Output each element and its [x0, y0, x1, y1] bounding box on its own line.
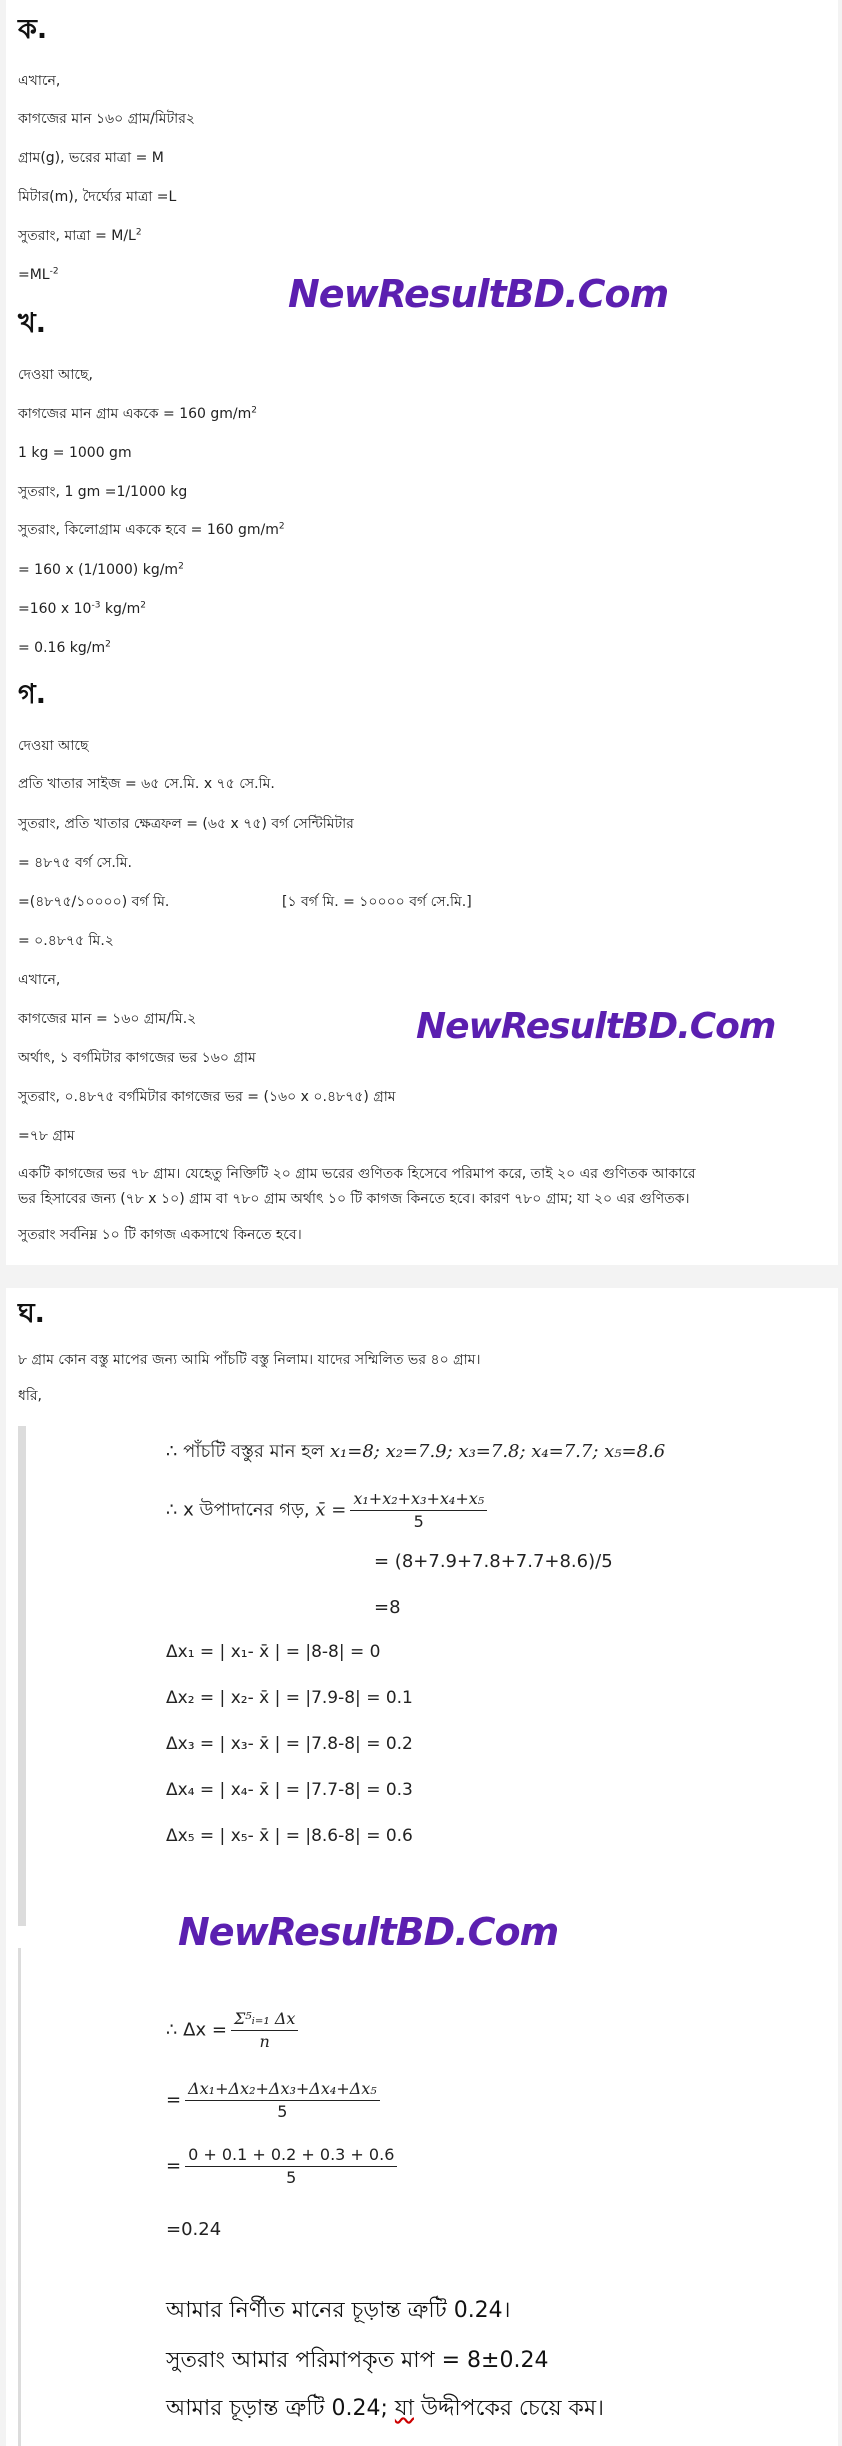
solution-card-gha	[6, 1288, 838, 2446]
text-line: ভর হিসাবের জন্য (৭৮ x ১০) গ্রাম বা ৭৮০ গ্রাম অর্থাৎ ১০ টি কাগজ কিনতে হবে। কারণ ৭৮০ গ্রাম; যা ২০ এর গুণিতক।	[18, 1191, 690, 1207]
watermark: NewResultBD.Com	[288, 272, 669, 316]
text-line: মিটার(m), দৈর্ঘ্যের মাত্রা =L	[18, 189, 177, 205]
mean-result: =8	[374, 1597, 401, 1618]
text-line: কাগজের মান গ্রাম এককে = 160 $gm/m^2$	[18, 405, 258, 422]
text-line: =(৪৮৭৫/১০০০০) বর্গ মি.	[18, 894, 170, 910]
text-line: ৮ গ্রাম কোন বস্তু মাপের জন্য আমি পাঁচটি বস্তু নিলাম। যাদের সম্মিলিত ভর ৪০ গ্রাম।	[18, 1352, 481, 1368]
text-line: সুতরাং, কিলোগ্রাম এককে হবে = 160 $gm/m^2$	[18, 521, 285, 538]
solution-card-ka-kha-ga	[6, 0, 838, 1265]
mean-error-expansion: = $\frac{\text{Δx₁+Δx₂+Δx₃+Δx₄+Δx₅}}{5}$	[166, 2078, 384, 2123]
text-line: অর্থাৎ, ১ বর্গমিটার কাগজের ভর ১৬০ গ্রাম	[18, 1050, 256, 1066]
conclusion-line: সুতরাং আমার পরিমাপকৃত মাপ = 8±0.24	[166, 2348, 549, 2373]
text-line: প্রতি খাতার সাইজ = ৬৫ সে.মি. x ৭৫ সে.মি.	[18, 776, 275, 792]
conclusion-line: আমার চূড়ান্ত ত্রুটি 0.24; যা উদ্দীপকের চেয়ে কম।	[166, 2396, 604, 2421]
text-line: কাগজের মান ১৬০ গ্রাম/মিটার২	[18, 111, 196, 127]
heading-gha: ঘ.	[18, 1298, 45, 1329]
deviation-line: Δx₃ = | x₃- x̄ | = |7.8-8| = 0.2	[166, 1734, 413, 1754]
text-line: ধরি,	[18, 1388, 43, 1404]
deviation-line: Δx₂ = | x₂- x̄ | = |7.9-8| = 0.1	[166, 1688, 413, 1708]
mean-error-result: =0.24	[166, 2219, 222, 2240]
deviation-line: Δx₄ = | x₄- x̄ | = |7.7-8| = 0.3	[166, 1780, 413, 1800]
text-line: = ০.৪৮৭৫ মি.২	[18, 933, 114, 949]
text-line: দেওয়া আছে	[18, 738, 89, 754]
text-line: =160 x $10^{-3}$ $kg/m^2$	[18, 600, 146, 617]
text-line: সুতরাং, মাত্রা = $M/L^2$	[18, 227, 142, 244]
text-line: গ্রাম(g), ভরের মাত্রা = M	[18, 150, 164, 166]
text-line: সুতরাং, প্রতি খাতার ক্ষেত্রফল = (৬৫ x ৭৫) বর্গ সেন্টিমিটার	[18, 816, 354, 832]
deviation-line: Δx₅ = | x₅- x̄ | = |8.6-8| = 0.6	[166, 1826, 413, 1846]
text-line: 1 kg = 1000 gm	[18, 445, 132, 461]
heading-ga: গ.	[18, 679, 46, 710]
watermark: NewResultBD.Com	[416, 1006, 776, 1047]
mean-calc: = (8+7.9+7.8+7.7+8.6)/5	[374, 1551, 613, 1572]
text-line: সুতরাং, ০.৪৮৭৫ বর্গমিটার কাগজের ভর = (১৬০ x ০.৪৮৭৫) গ্রাম	[18, 1089, 396, 1105]
text-line: =৭৮ গ্রাম	[18, 1128, 75, 1144]
heading-kha: খ.	[18, 308, 46, 339]
values-line: ∴ পাঁচটি বস্তুর মান হল x₁=8; x₂=7.9; x₃=7.8; x₄=7.7; x₅=8.6	[166, 1441, 666, 1462]
conclusion-line: আমার নির্ণীত মানের চূড়ান্ত ত্রুটি 0.24।	[166, 2298, 511, 2323]
text-line: সুতরাং, 1 gm =1/1000 kg	[18, 484, 188, 500]
text-line: একটি কাগজের ভর ৭৮ গ্রাম। যেহেতু নিক্তিটি ২০ গ্রাম ভরের গুণিতক হিসেবে পরিমাপ করে, তাই ২০ এর গুণিতক আকারে	[18, 1166, 696, 1182]
watermark: NewResultBD.Com	[178, 1910, 559, 1954]
text-line: এখানে,	[18, 972, 61, 988]
conversion-note: [১ বর্গ মি. = ১০০০০ বর্গ সে.মি.]	[282, 894, 472, 910]
text-line: দেওয়া আছে,	[18, 367, 93, 383]
text-line: = ৪৮৭৫ বর্গ সে.মি.	[18, 855, 133, 871]
mean-error-values: = $\frac{0 + 0.1 + 0.2 + 0.3 + 0.6}{5}$	[166, 2144, 401, 2189]
quote-bar	[18, 1426, 26, 1926]
text-line: কাগজের মান = ১৬০ গ্রাম/মি.২	[18, 1011, 197, 1027]
text-line: $=ML^{-2}$	[18, 266, 59, 283]
mean-formula: ∴ x উপাদানের গড়, x̄ = $\frac{\text{x₁+x₂+x₃+x₄+x₅}}{5}$	[166, 1488, 491, 1533]
deviation-line: Δx₁ = | x₁- x̄ | = |8-8| = 0	[166, 1642, 381, 1662]
mean-error-formula: ∴ Δx = $\frac{\text{Σ⁵ᵢ₌₁ Δx}}{n}$	[166, 2008, 302, 2053]
text-line: সুতরাং সর্বনিম্ন ১০ টি কাগজ একসাথে কিনতে হবে।	[18, 1227, 302, 1243]
text-line: = 160 x (1/1000) $kg/m^2$	[18, 561, 184, 578]
text-line: = 0.16 $kg/m^2$	[18, 639, 111, 656]
text-line: এখানে,	[18, 73, 61, 89]
heading-ka: ক.	[18, 14, 48, 45]
quote-bar	[18, 1948, 21, 2446]
